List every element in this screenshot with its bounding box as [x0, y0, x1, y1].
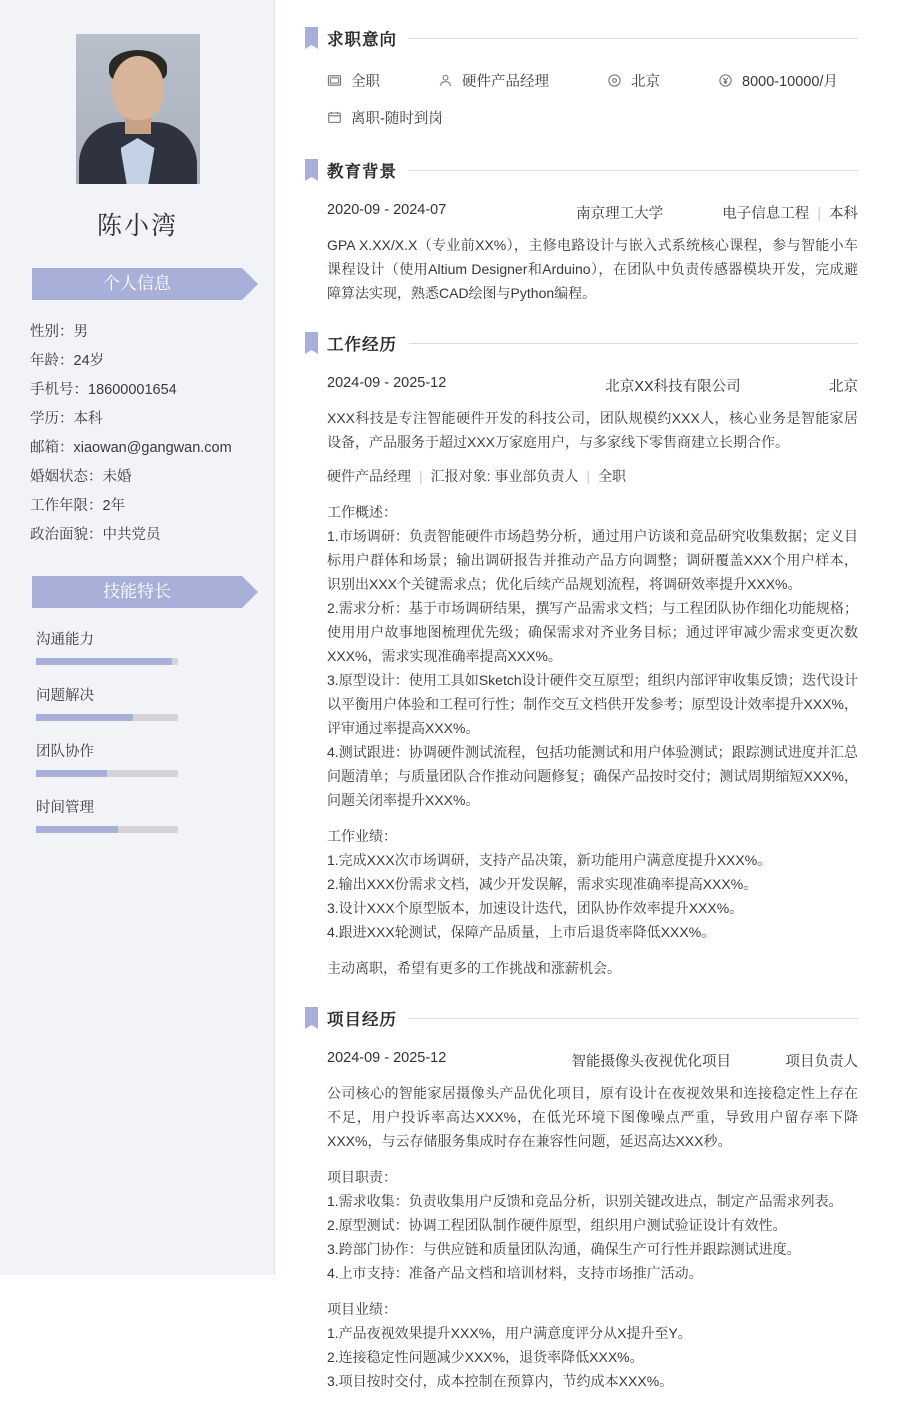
section-title: 工作经历	[327, 336, 397, 354]
tag-label: 北京	[631, 74, 660, 90]
skill-progress-track	[36, 770, 178, 777]
list-item	[36, 796, 275, 833]
work-role: 硬件产品经理	[327, 468, 411, 484]
avatar	[76, 34, 200, 184]
job-intent-tags-second	[327, 107, 858, 128]
skill-progress-fill	[36, 658, 172, 665]
job-intent-tags	[327, 70, 858, 91]
work-leave-reason: 主动离职，希望有更多的工作挑战和涨薪机会。	[327, 960, 621, 976]
bookmark-icon	[305, 332, 318, 354]
list-item	[30, 318, 275, 347]
tag-position	[438, 70, 549, 91]
education-entry-header	[327, 202, 858, 223]
tag-location	[607, 70, 660, 91]
text-separator: |	[817, 206, 821, 222]
project-role: 项目负责人	[785, 1054, 858, 1070]
skill-label: 问题解决	[36, 688, 94, 704]
work-report-to: 汇报对象: 事业部负责人	[430, 468, 579, 484]
divider	[409, 343, 858, 344]
section-heading-personal-info: 个人信息	[32, 268, 242, 300]
skill-label: 团队协作	[36, 744, 94, 760]
list-item	[36, 684, 275, 721]
text-separator: |	[586, 468, 591, 484]
calendar-icon	[327, 110, 342, 125]
work-role-line	[327, 466, 858, 486]
work-achievement-item: 2.输出XXX份需求文档，减少开发误解，需求实现准确率提高XXX%。	[327, 876, 758, 892]
info-label: 性别：	[30, 324, 74, 340]
education-description: GPA X.XX/X.X（专业前XX%），主修电路设计与嵌入式系统核心课程，参与智能小车课程设计（使用Altium Designer和Arduino），在团队中负责传感器模块开发，完成避障算法实现，熟悉CAD绘图与Python编程。	[327, 237, 858, 301]
project-entry-header	[327, 1050, 858, 1071]
section-body-work	[305, 365, 858, 1006]
list-item	[30, 376, 275, 405]
section-title: 求职意向	[327, 31, 397, 49]
project-duty-item: 4.上市支持：准备产品文档和培训材料，支持市场推广活动。	[327, 1265, 703, 1281]
education-major-degree	[722, 202, 858, 223]
work-overview-item: 2.需求分析：基于市场调研结果，撰写产品需求文档；与工程团队协作细化功能规格；使用用户故事地图梳理优先级；确保需求对齐业务目标；通过评审减少需求变更次数XXX%，需求实现准确率提高XXX%。	[327, 600, 858, 664]
work-achievement-title: 工作业绩：	[327, 828, 397, 844]
divider	[409, 38, 858, 39]
work-overview-title: 工作概述：	[327, 504, 397, 520]
section-header-work	[305, 331, 858, 355]
text-separator: |	[419, 468, 423, 484]
bookmark-icon	[305, 1007, 318, 1029]
list-item	[30, 521, 275, 550]
info-label: 政治面貌：	[30, 527, 103, 543]
section-heading-skills: 技能特长	[32, 576, 242, 608]
candidate-name: 陈小湾	[96, 212, 178, 240]
work-company: 北京XX科技有限公司	[605, 379, 741, 395]
project-duty-item: 1.需求收集：负责收集用户反馈和竞品分析，识别关键改进点，制定产品需求列表。	[327, 1193, 843, 1209]
project-background: 公司核心的智能家居摄像头产品优化项目，原有设计在夜视效果和连接稳定性上存在不足，用户投诉率高达XXX%，在低光环境下图像噪点严重，导致用户留存率下降XXX%，与云存储服务集成时存在兼容性问题，延迟高达XXX秒。	[327, 1085, 858, 1149]
tag-label: 离职-随时到岗	[351, 111, 443, 127]
id-card-icon	[327, 73, 342, 88]
list-item	[30, 492, 275, 521]
section-title: 教育背景	[327, 163, 397, 181]
project-duty-item: 2.原型测试：协调工程团队制作硬件原型，组织用户测试验证设计有效性。	[327, 1217, 787, 1233]
info-value: 2年	[102, 498, 126, 514]
tag-label: 8000-10000/月	[742, 74, 838, 90]
info-label: 年龄：	[30, 353, 74, 369]
skill-progress-fill	[36, 770, 107, 777]
work-overview-item: 3.原型设计：使用工具如Sketch设计硬件交互原型；组织内部评审收集反馈；迭代设计以平衡用户体验和工程可行性；制作交互文档供开发参考；原型设计效率提升XXX%，评审通过率提高XXX%。	[327, 672, 858, 736]
tag-availability	[327, 107, 443, 128]
skill-progress-fill	[36, 826, 118, 833]
work-date: 2024-09 - 2025-12	[327, 375, 447, 391]
divider	[409, 170, 858, 171]
tag-salary	[718, 70, 838, 91]
location-icon	[607, 73, 622, 88]
skills-list	[0, 622, 275, 833]
info-value: 男	[73, 324, 88, 340]
education-school: 南京理工大学	[576, 206, 664, 222]
project-achievement-item: 3.项目按时交付，成本控制在预算内，节约成本XXX%。	[327, 1373, 674, 1389]
coin-icon	[718, 73, 733, 88]
info-label: 手机号：	[30, 382, 88, 398]
skill-label: 时间管理	[36, 800, 94, 816]
divider	[409, 1018, 858, 1019]
list-item	[30, 347, 275, 376]
info-value: 未婚	[102, 469, 132, 485]
sidebar	[0, 0, 275, 1275]
section-header-job-intent	[305, 26, 858, 50]
skill-progress-track	[36, 714, 178, 721]
project-date: 2024-09 - 2025-12	[327, 1050, 447, 1066]
work-overview-item: 1.市场调研：负责智能硬件市场趋势分析，通过用户访谈和竞品研究收集数据；定义目标用户群体和场景；输出调研报告并推动产品方向调整；调研覆盖XXX个用户样本，识别出XXX个关键需求点；优化后续产品规划流程，将调研效率提升XXX%。	[327, 528, 858, 592]
list-item	[36, 740, 275, 777]
tag-label: 硬件产品经理	[462, 74, 549, 90]
project-duty-title: 项目职责：	[327, 1169, 397, 1185]
section-title: 项目经历	[327, 1011, 397, 1029]
info-label: 学历：	[30, 411, 74, 427]
skill-label: 沟通能力	[36, 632, 94, 648]
personal-info-list	[0, 314, 275, 550]
work-entry-header	[327, 375, 858, 396]
education-degree: 本科	[829, 206, 858, 222]
skill-progress-track	[36, 658, 178, 665]
info-value: 18600001654	[88, 382, 177, 398]
info-value: 中共党员	[102, 527, 161, 543]
tag-employment-type	[327, 70, 380, 91]
work-company-description: XXX科技是专注智能硬件开发的科技公司，团队规模约XXX人，核心业务是智能家居设备，产品服务于超过XXX万家庭用户，与多家线下零售商建立长期合作。	[327, 410, 858, 450]
list-item	[30, 405, 275, 434]
info-value: xiaowan@gangwan.com	[73, 440, 232, 456]
info-value: 24岁	[73, 353, 105, 369]
project-achievement-item: 2.连接稳定性问题减少XXX%，退货率降低XXX%。	[327, 1349, 644, 1365]
bookmark-icon	[305, 159, 318, 181]
education-date: 2020-09 - 2024-07	[327, 202, 447, 218]
list-item	[30, 463, 275, 492]
person-icon	[438, 73, 453, 88]
work-achievement-item: 1.完成XXX次市场调研，支持产品决策，新功能用户满意度提升XXX%。	[327, 852, 772, 868]
list-item	[36, 628, 275, 665]
project-duty-item: 3.跨部门协作：与供应链和质量团队沟通，确保生产可行性并跟踪测试进度。	[327, 1241, 801, 1257]
info-label: 邮箱：	[30, 440, 74, 456]
info-label: 工作年限：	[30, 498, 103, 514]
info-label: 婚姻状态：	[30, 469, 103, 485]
section-body-job-intent	[305, 60, 858, 158]
main-content	[275, 0, 900, 1389]
bookmark-icon	[305, 27, 318, 49]
work-employment-type: 全职	[598, 468, 627, 484]
education-major: 电子信息工程	[722, 206, 810, 222]
skill-progress-fill	[36, 714, 133, 721]
section-body-education	[305, 192, 858, 331]
work-city: 北京	[829, 379, 858, 395]
work-overview-item: 4.测试跟进：协调硬件测试流程，包括功能测试和用户体验测试；跟踪测试进度并汇总问题清单；与质量团队合作推动问题修复；确保产品按时交付；测试周期缩短XXX%，问题关闭率提升XXX%。	[327, 744, 858, 808]
work-achievement-item: 4.跟进XXX轮测试，保障产品质量，上市后退货率降低XXX%。	[327, 924, 716, 940]
project-achievement-item: 1.产品夜视效果提升XXX%，用户满意度评分从X提升至Y。	[327, 1325, 692, 1341]
skill-progress-track	[36, 826, 178, 833]
project-name: 智能摄像头夜视优化项目	[571, 1054, 731, 1070]
work-achievement-item: 3.设计XXX个原型版本，加速设计迭代，团队协作效率提升XXX%。	[327, 900, 744, 916]
info-value: 本科	[73, 411, 103, 427]
section-header-project	[305, 1006, 858, 1030]
project-achievement-title: 项目业绩：	[327, 1301, 397, 1317]
section-header-education	[305, 158, 858, 182]
list-item	[30, 434, 275, 463]
tag-label: 全职	[351, 74, 380, 90]
section-body-project	[305, 1040, 858, 1407]
